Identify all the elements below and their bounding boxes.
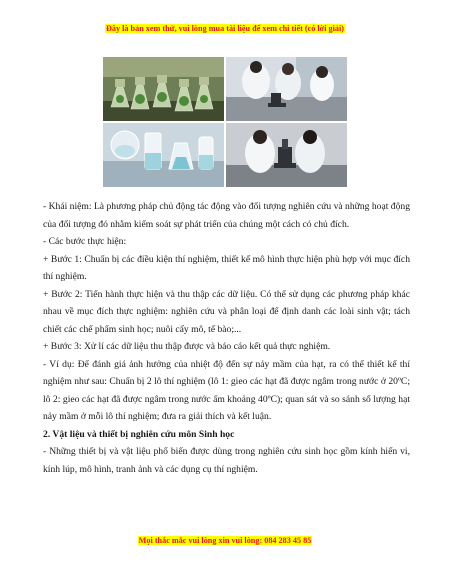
steps-intro: - Các bước thực hiện: bbox=[43, 236, 127, 247]
concept-paragraph: - Khái niệm: Là phương pháp chủ động tác động vào đối tượng nghiên cứu và những hoạt động của đối tượng đó nhằm kiểm soát sự phát triển của chúng một cách có chủ đích. bbox=[43, 201, 410, 230]
lab-glassware-photo bbox=[103, 123, 224, 187]
lab-photo-collage bbox=[103, 57, 347, 187]
document-body bbox=[43, 198, 410, 478]
section-heading: 2. Vật liệu và thiết bị nghiên cứu môn Sinh học bbox=[43, 428, 235, 440]
step-1: + Bước 1: Chuẩn bị các điều kiện thí nghiệm, thiết kế mô hình thực hiện phù hợp với mục đích thí nghiệm. bbox=[43, 253, 410, 282]
step-3: + Bước 3: Xử lí các dữ liệu thu thập được và báo cáo kết quả thực nghiệm. bbox=[43, 341, 331, 352]
contact-banner bbox=[0, 536, 450, 546]
researchers-microscope-photo bbox=[226, 123, 347, 187]
contact-banner-text: Mọi thắc mắc vui lòng xin vui lòng: 084 283 45 85 bbox=[138, 536, 312, 545]
example-paragraph: - Ví dụ: Để đánh giá ảnh hưởng của nhiệt độ đến sự nảy mầm của hạt, ra có thể thiết kế thí nghiệm như sau: Chuẩn bị 2 lô thí nghiệm (lô 1: gieo các hạt đã được ngâm trong nước ở 20ºC; lô 2: gieo các hạt đã được ngâm trong nước ấm khoảng 40ºC); quan sát và so sánh số lượng hạt nảy mầm ở mỗi lô thí nghiệm; đưa ra giải thích và kết luận. bbox=[43, 358, 410, 422]
preview-banner-text: Đây là bản xem thử, vui lòng mua tài liệu để xem chi tiết (có lời giải) bbox=[105, 24, 344, 33]
step-2: + Bước 2: Tiến hành thực hiện và thu thập các dữ liệu. Có thể sử dụng các phương pháp khác nhau về mục đích thực nghiệm: nghiên cứu và phân loại để định danh các loài sinh vật; tách chiết các chế phẩm sinh học; nuôi cấy mô, tế bào;... bbox=[43, 288, 410, 335]
equipment-paragraph: - Những thiết bị và vật liệu phổ biến được dùng trong nghiên cứu sinh học gồm kính hiển vi, kính lúp, mô hình, tranh ảnh và các dụng cụ thí nghiệm. bbox=[43, 446, 410, 475]
tissue-culture-flasks-photo bbox=[103, 57, 224, 121]
preview-banner bbox=[0, 24, 450, 34]
lab-scientists-microscope-photo bbox=[226, 57, 347, 121]
